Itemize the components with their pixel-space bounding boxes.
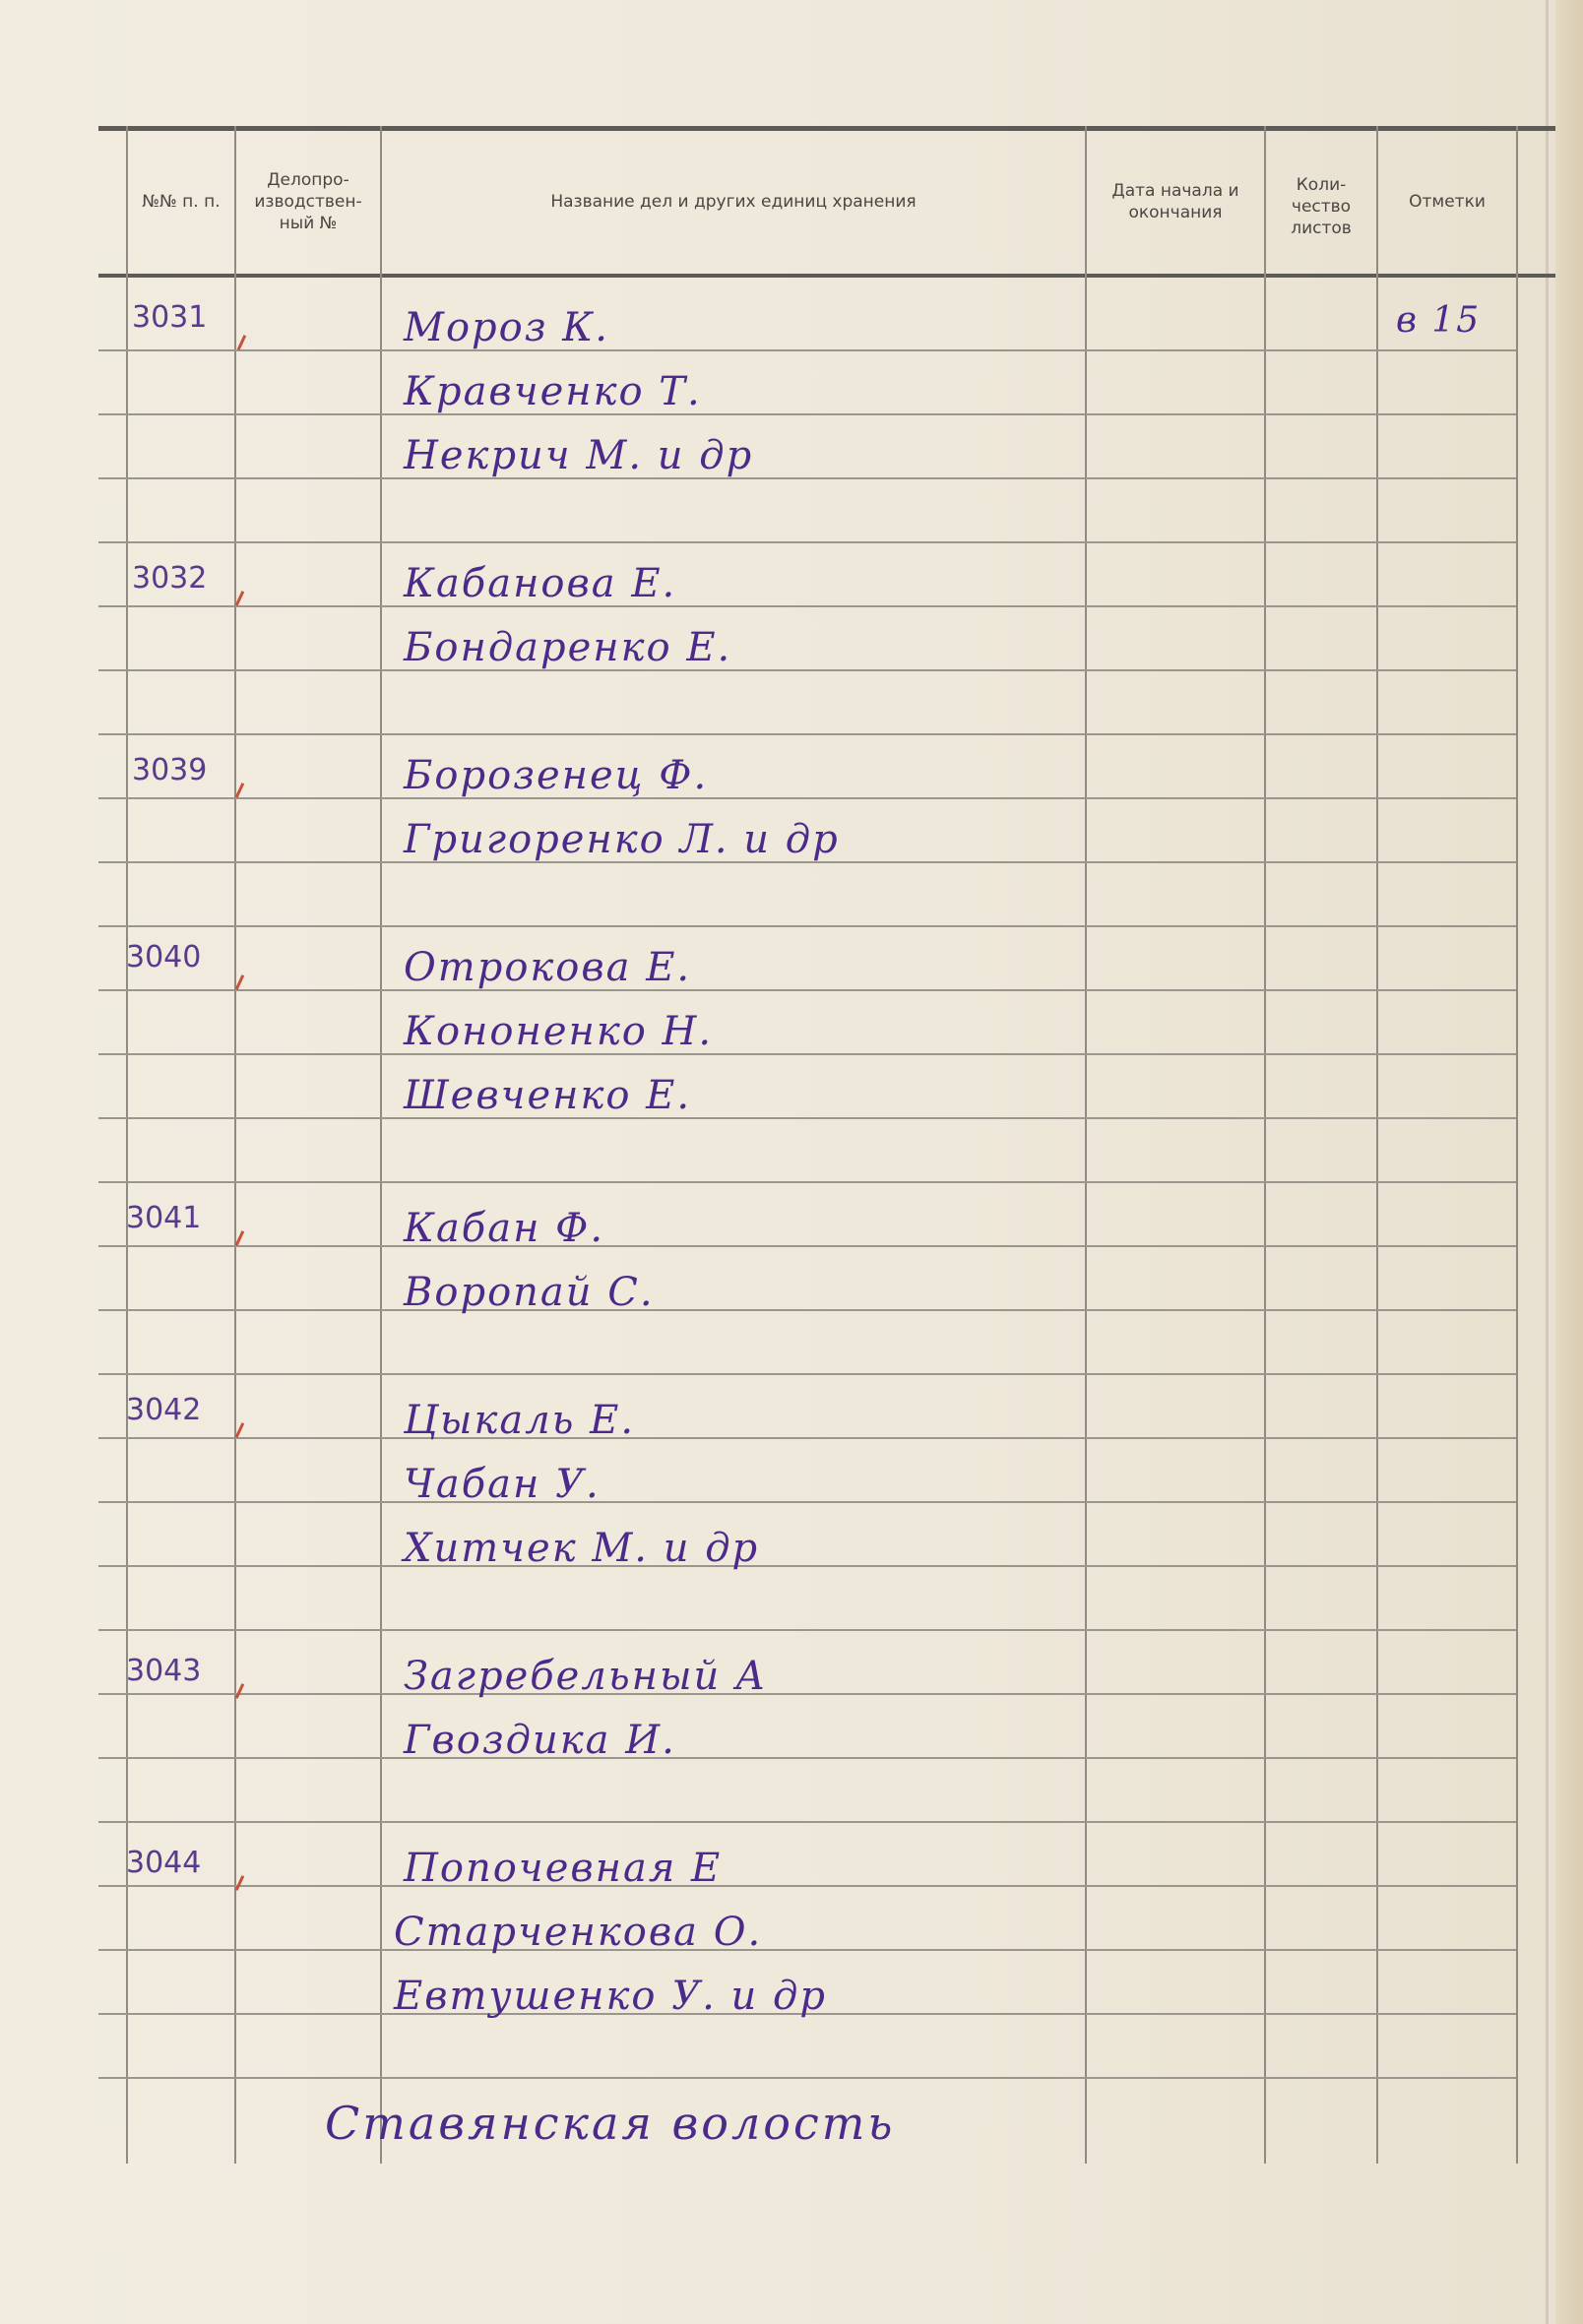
ruled-line [98,605,1516,607]
entry-number: 3044 [126,1846,202,1880]
table-header-border [98,274,1555,278]
check-mark [235,591,244,606]
entry-number: 3031 [132,300,208,335]
name-entry: Бондаренко Е. [404,625,732,670]
column-divider [380,126,382,2164]
ruled-line [98,1117,1516,1119]
ruled-line [98,797,1516,799]
name-entry: Кабанова Е. [404,561,677,606]
check-mark [235,1683,244,1699]
header-dates: Дата начала и окончания [1111,181,1239,222]
ruled-line [98,1565,1516,1567]
column-divider [1376,126,1378,2164]
entry-number: 3032 [132,561,208,596]
ruled-line [98,541,1516,543]
ruled-line [98,1949,1516,1951]
entry-number: 3039 [132,753,208,787]
header-record-number: Делопро- изводствен- ный № [254,170,362,233]
name-entry: Цыкаль Е. [404,1398,636,1443]
ruled-line [98,2077,1516,2079]
table-top-border [98,126,1555,131]
check-mark [235,974,244,990]
check-mark [235,783,244,798]
name-entry: Шевченко Е. [404,1073,692,1118]
column-divider [1085,126,1087,2164]
section-title: Ставянская волость [325,2097,896,2150]
margin-note: в 15 [1396,300,1482,341]
name-entry: Чабан У. [404,1462,601,1507]
header-sheet-count: Коли- чество листов [1291,175,1352,238]
name-entry: Кравченко Т. [404,369,702,414]
ruled-line [98,925,1516,927]
name-entry: Кабан Ф. [404,1206,605,1251]
ruled-line [98,413,1516,415]
name-entry: Воропай С. [404,1270,655,1315]
column-divider [234,126,236,2164]
name-entry: Хитчек М. и др [404,1526,760,1571]
name-entry: Старченкова О. [394,1910,763,1955]
ruled-line [98,477,1516,479]
ruled-line [98,1629,1516,1631]
ruled-line [98,1693,1516,1695]
ruled-line [98,989,1516,991]
name-entry: Кононенко Н. [404,1009,714,1054]
entry-number: 3043 [126,1654,202,1688]
name-entry: Гвоздика И. [404,1718,676,1763]
ruled-line [98,1373,1516,1375]
name-entry: Попочевная Е [404,1846,723,1891]
check-mark [235,1230,244,1246]
header-notes: Отметки [1409,192,1486,212]
ruled-line [98,1501,1516,1503]
ruled-line [98,1885,1516,1887]
header-title: Название дел и других единиц хранения [550,192,917,212]
check-mark [235,1875,244,1891]
name-entry: Отрокова Е. [404,945,692,990]
name-entry: Григоренко Л. и др [404,817,840,862]
ruled-line [98,1309,1516,1311]
ruled-line [98,669,1516,671]
ruled-line [98,1245,1516,1247]
column-divider [1264,126,1266,2164]
name-entry: Евтушенко У. и др [394,1974,827,2019]
header-number: №№ п. п. [142,192,221,212]
ruled-line [98,1053,1516,1055]
page-fold [1546,0,1549,2324]
ruled-line [98,1821,1516,1823]
name-entry: Мороз К. [404,305,609,350]
ruled-line [98,733,1516,735]
ruled-line [98,1757,1516,1759]
name-entry: Некрич М. и др [404,433,754,478]
name-entry: Загребельный А [404,1654,768,1699]
entry-number: 3041 [126,1201,202,1235]
entry-number: 3040 [126,940,202,974]
ruled-line [98,349,1516,351]
name-entry: Борозенец Ф. [404,753,709,798]
ruled-line [98,1181,1516,1183]
entry-number: 3042 [126,1393,202,1427]
column-divider [1516,126,1518,2164]
page-edge [1555,0,1583,2324]
check-mark [235,1422,244,1438]
check-mark [237,335,246,350]
ruled-line [98,1437,1516,1439]
